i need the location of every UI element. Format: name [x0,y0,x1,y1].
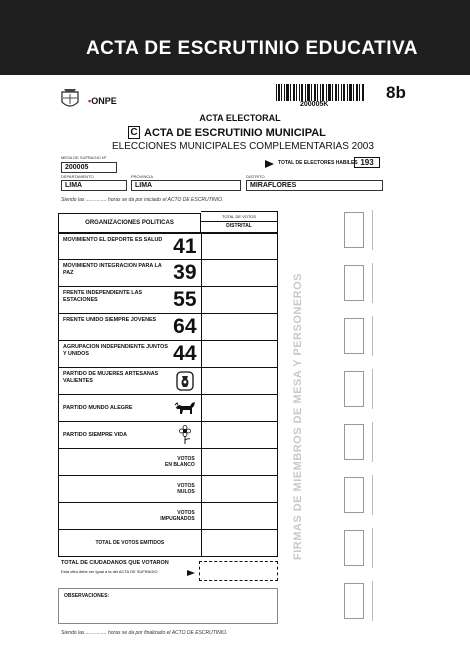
signature-column [312,206,418,630]
party-name: PARTIDO SIEMPRE VIDA [63,431,127,438]
table-row [58,314,278,341]
vote-entry-cell[interactable] [201,368,277,394]
null-votes-cell[interactable] [201,476,277,502]
party-number: 41 [173,234,197,258]
mesa-label: MESA DE SUFRAGIO Nº [61,155,107,160]
contested-votes-cell[interactable] [201,503,277,529]
party-name: FRENTE UNIDO SIEMPRE JOVENES [63,317,157,323]
signature-block [312,206,418,259]
vote-entry-cell[interactable] [201,422,277,448]
table-row [58,368,278,395]
contested-votes-label-2: IMPUGNADOS [160,516,195,522]
table-row [58,260,278,287]
signature-block [312,365,418,418]
blank-votes-row [58,449,278,476]
total-votes-header: TOTAL DE VOTOS [201,211,278,222]
signature-block [312,524,418,577]
blank-votes-label-2: EN BLANCO [164,462,195,468]
signature-box[interactable] [344,265,364,301]
signature-box[interactable] [344,530,364,566]
election-name: ELECCIONES MUNICIPALES COMPLEMENTARIAS 2003 [112,141,374,152]
signature-block [312,312,418,365]
table-row [58,422,278,449]
end-time-line: Siendo las ............... horas se da por finalizado el ACTO DE ESCRUTINIO. [61,630,228,636]
signature-line [372,210,373,250]
citizens-label: TOTAL DE CIUDADANOS QUE VOTARON [61,560,169,566]
signature-line [372,581,373,621]
signature-block [312,471,418,524]
observations-box[interactable] [58,588,278,624]
null-votes-label-2: NULOS [177,489,195,495]
party-number: 39 [173,261,197,284]
table-row [58,395,278,422]
table-row [58,341,278,368]
blank-votes-label: VOTOS [177,456,195,462]
vase-symbol-icon [176,371,194,391]
total-emitted-label: TOTAL DE VOTOS EMITIDOS [95,540,165,546]
party-number: 44 [173,342,197,365]
party-name: AGRUPACION INDEPENDIENTE JUNTOS Y UNIDOS [63,344,168,357]
vote-entry-cell[interactable] [201,314,277,340]
vote-entry-cell[interactable] [201,260,277,286]
party-number: 64 [173,315,197,338]
contested-votes-row [58,503,278,530]
form-code: 8b [386,83,406,102]
header-title: ACTA DE ESCRUTINIO EDUCATIVA [85,38,419,59]
flower-symbol-icon [177,425,193,445]
null-votes-label: VOTOS [177,483,195,489]
national-seal-icon [58,86,82,112]
distrito-field[interactable]: MIRAFLORES [246,180,383,191]
party-name: PARTIDO DE MUJERES ARTESANAS VALIENTES [63,371,159,384]
signature-line [372,475,373,515]
signature-box[interactable] [344,583,364,619]
null-votes-row [58,476,278,503]
signature-line [372,528,373,568]
header-band [0,0,470,75]
arrow-right-icon [265,160,274,168]
departamento-field[interactable]: LIMA [61,180,127,191]
vote-entry-cell[interactable] [201,287,277,313]
acta-electoral-heading: ACTA ELECTORAL [199,113,281,123]
votes-table [58,211,278,557]
barcode-icon [276,84,364,101]
acta-type-row [128,126,326,139]
acta-type-title: ACTA DE ESCRUTINIO MUNICIPAL [144,126,326,139]
org-header: ORGANIZACIONES POLITICAS [58,213,201,233]
signatures-vertical-title: FIRMAS DE MIEMBROS DE MESA Y PERSONEROS [292,272,304,560]
signature-line [372,316,373,356]
contested-votes-label: VOTOS [177,510,195,516]
acta-letter-box: C [128,126,140,139]
citizens-note: Esta cifra debe ser igual a la del ACTA DE SUFRAGIO [61,569,158,574]
signature-block [312,259,418,312]
barcode-number: 200005K [300,101,329,108]
table-row [58,287,278,314]
signature-box[interactable] [344,371,364,407]
provincia-label: PROVINCIA [131,174,154,179]
citizens-voted-field[interactable] [199,561,278,581]
table-row [58,233,278,260]
district-header: DISTRITAL [201,222,278,233]
signature-line [372,369,373,409]
total-emitted-row [58,530,278,557]
mesa-number-field[interactable]: 200005 [61,162,117,173]
signature-line [372,422,373,462]
vote-entry-cell[interactable] [201,395,277,421]
signature-box[interactable] [344,477,364,513]
vote-entry-cell[interactable] [201,234,277,259]
signature-box[interactable] [344,424,364,460]
party-name: MOVIMIENTO EL DEPORTE ES SALUD [63,237,163,243]
arrow-right-icon [187,570,195,576]
provincia-field[interactable]: LIMA [131,180,241,191]
party-name: PARTIDO MUNDO ALEGRE [63,404,133,411]
distrito-label: DISTRITO [246,174,265,179]
signature-line [372,263,373,303]
dog-symbol-icon [174,399,196,417]
total-emitted-cell[interactable] [201,530,277,556]
onpe-logo: ▪ONPE [88,96,117,106]
party-number: 55 [173,288,197,311]
start-time-line: Siendo las ............... horas se da por iniciado el ACTO DE ESCRUTINIO. [61,197,224,203]
signature-box[interactable] [344,318,364,354]
party-name: MOVIMIENTO INTEGRACION PARA LA PAZ [63,263,162,276]
party-name: FRENTE INDEPENDIENTE LAS ESTACIONES [63,290,143,303]
blank-votes-cell[interactable] [201,449,277,475]
table-header [58,211,278,233]
signature-block [312,418,418,471]
signature-block [312,577,418,630]
signature-box[interactable] [344,212,364,248]
vote-entry-cell[interactable] [201,341,277,367]
voters-label: TOTAL DE ELECTORES HABILES [278,160,358,166]
observations-label: OBSERVACIONES: [64,593,110,599]
departamento-label: DEPARTAMENTO [61,174,94,179]
voters-field[interactable]: 193 [354,157,380,168]
